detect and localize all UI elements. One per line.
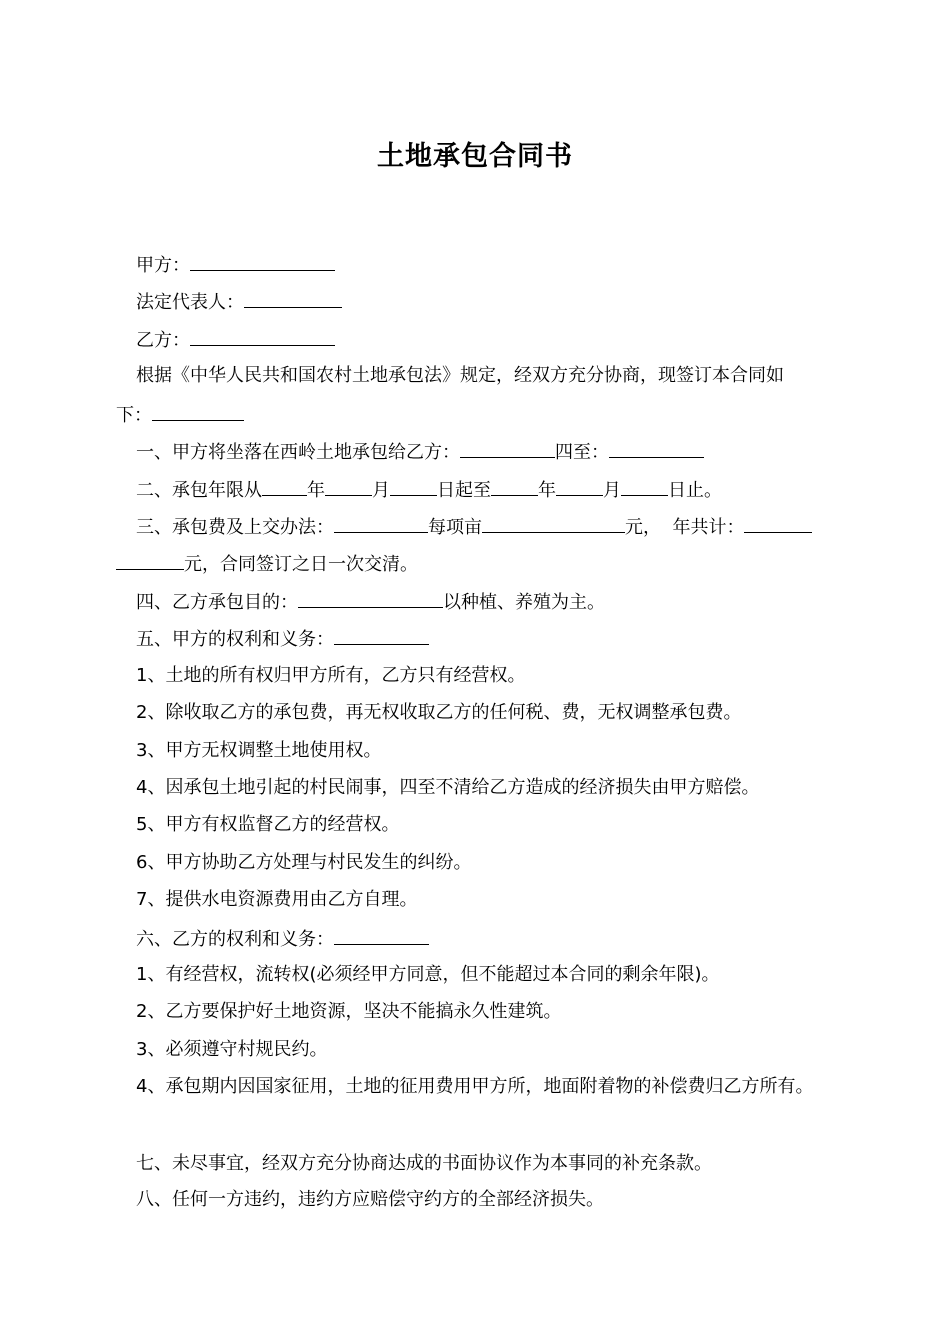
purpose-blank[interactable] [298, 590, 443, 608]
a-item-3: 3、甲方无权调整土地使用权。 [136, 740, 382, 761]
clause-4-line [136, 590, 605, 614]
start-year-blank[interactable] [262, 478, 307, 496]
clause-5-blank[interactable] [334, 627, 429, 645]
end-year-blank[interactable] [491, 478, 538, 496]
party-a-label: 甲方： [136, 255, 190, 276]
clause-2-text-5: 月 [603, 480, 621, 501]
clause-6-line [136, 927, 429, 951]
party-b-blank[interactable] [190, 328, 335, 346]
a-item-1: 1、土地的所有权归甲方所有，乙方只有经营权。 [136, 665, 526, 686]
clause-1-text-a: 一、甲方将坐落在西岭土地承包给乙方： [136, 442, 460, 463]
clause-2-text-1: 年 [307, 480, 325, 501]
b-item-2: 2、乙方要保护好土地资源，坚决不能搞永久性建筑。 [136, 1001, 562, 1022]
b-item-3: 3、必须遵守村规民约。 [136, 1039, 328, 1060]
clause-5-text: 五、甲方的权利和义务： [136, 629, 334, 650]
clause-3-line-2 [116, 552, 418, 576]
party-b-line [136, 328, 335, 352]
intro-line-2 [116, 403, 244, 427]
clause-3-text-c: 元， 年共计： [625, 517, 745, 538]
party-b-label: 乙方： [136, 330, 190, 351]
clause-2-text-6: 日止。 [668, 480, 722, 501]
clause-2-text-0: 二、承包年限从 [136, 480, 262, 501]
clause-1-line [136, 440, 704, 464]
party-a-line [136, 253, 335, 277]
clause-6-blank[interactable] [334, 927, 429, 945]
annual-total-blank-cont[interactable] [116, 552, 184, 570]
clause-5-line [136, 627, 429, 651]
clause-1-text-b: 四至： [555, 442, 609, 463]
document-title: 土地承包合同书 [377, 141, 573, 172]
clause-7-line: 七、未尽事宜，经双方充分协商达成的书面协议作为本事同的补充条款。 [136, 1153, 712, 1174]
clause-3-text-a: 三、承包费及上交办法： [136, 517, 334, 538]
clause-6-text: 六、乙方的权利和义务： [136, 929, 334, 950]
legal-rep-blank[interactable] [244, 290, 342, 308]
legal-rep-line [136, 290, 342, 314]
per-mu-fee-blank[interactable] [482, 515, 625, 533]
clause-8-line: 八、任何一方违约，违约方应赔偿守约方的全部经济损失。 [136, 1189, 604, 1210]
intro-line-1: 根据《中华人民共和国农村土地承包法》规定，经双方充分协商，现签订本合同如 [136, 365, 784, 386]
payment-method-blank[interactable] [334, 515, 428, 533]
a-item-2: 2、除收取乙方的承包费，再无权收取乙方的任何税、费，无权调整承包费。 [136, 702, 742, 723]
party-a-blank[interactable] [190, 253, 335, 271]
end-day-blank[interactable] [621, 478, 668, 496]
b-item-4: 4、承包期内因国家征用，土地的征用费用甲方所，地面附着物的补偿费归乙方所有。 [136, 1076, 814, 1097]
clause-2-text-4: 年 [538, 480, 556, 501]
clause-3-text-d: 元，合同签订之日一次交清。 [184, 554, 418, 575]
b-item-1: 1、有经营权，流转权(必须经甲方同意，但不能超过本合同的剩余年限)。 [136, 964, 720, 985]
land-location-blank[interactable] [460, 440, 555, 458]
start-day-blank[interactable] [390, 478, 437, 496]
boundary-blank[interactable] [609, 440, 704, 458]
legal-rep-label: 法定代表人： [136, 292, 244, 313]
clause-4-text-b: 以种植、养殖为主。 [443, 592, 605, 613]
a-item-5: 5、甲方有权监督乙方的经营权。 [136, 814, 400, 835]
annual-total-blank[interactable] [744, 515, 812, 533]
clause-2-line [136, 478, 722, 502]
clause-2-text-2: 月 [372, 480, 390, 501]
clause-3-text-b: 每项亩 [428, 517, 482, 538]
a-item-7: 7、提供水电资源费用由乙方自理。 [136, 889, 418, 910]
clause-2-text-3: 日起至 [437, 480, 491, 501]
end-month-blank[interactable] [556, 478, 603, 496]
start-month-blank[interactable] [325, 478, 372, 496]
intro-blank[interactable] [152, 403, 244, 421]
a-item-6: 6、甲方协助乙方处理与村民发生的纠纷。 [136, 852, 472, 873]
clause-3-line [136, 515, 812, 539]
intro-label: 下： [116, 405, 152, 426]
clause-4-text-a: 四、乙方承包目的： [136, 592, 298, 613]
a-item-4: 4、因承包土地引起的村民闹事，四至不清给乙方造成的经济损失由甲方赔偿。 [136, 777, 760, 798]
